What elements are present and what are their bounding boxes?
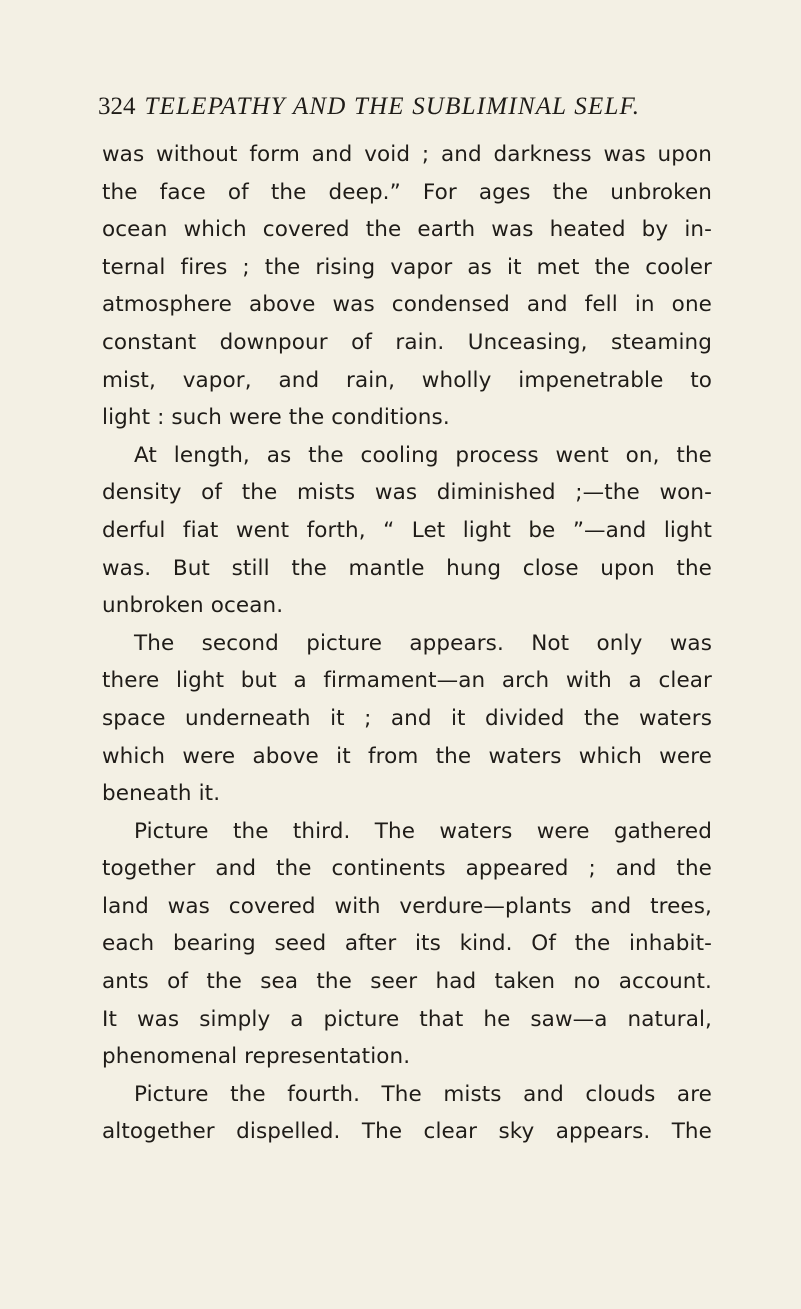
text-line: each bearing seed after its kind. Of the inhabit- bbox=[102, 931, 712, 957]
body-text bbox=[102, 136, 712, 1151]
text-line: which were above it from the waters which were bbox=[102, 743, 712, 769]
text-line: ants of the sea the seer had taken no account. bbox=[102, 969, 712, 995]
running-header bbox=[98, 92, 718, 122]
text-line: beneath it. bbox=[102, 781, 221, 807]
text-line: unbroken ocean. bbox=[102, 593, 284, 619]
text-line: together and the continents appeared ; and the bbox=[102, 856, 712, 882]
text-line: light : such were the conditions. bbox=[102, 405, 450, 431]
text-line: derful fiat went forth, “ Let light be ”—and light bbox=[102, 517, 712, 543]
text-line: The second picture appears. Not only was bbox=[134, 630, 712, 656]
text-line: the face of the deep.” For ages the unbroken bbox=[102, 179, 712, 205]
text-line: land was covered with verdure—plants and trees, bbox=[102, 893, 712, 919]
text-line: space underneath it ; and it divided the waters bbox=[102, 705, 712, 731]
text-line: atmosphere above was condensed and fell in one bbox=[102, 292, 712, 318]
running-title: TELEPATHY AND THE SUBLIMINAL SELF. bbox=[144, 93, 641, 120]
text-line: phenomenal representation. bbox=[102, 1044, 411, 1070]
text-line: ternal fires ; the rising vapor as it met the cooler bbox=[102, 254, 712, 280]
text-line: mist, vapor, and rain, wholly impenetrable to bbox=[102, 367, 712, 393]
text-line: Picture the fourth. The mists and clouds are bbox=[134, 1081, 712, 1107]
text-line: ocean which covered the earth was heated by in- bbox=[102, 217, 712, 243]
text-line: altogether dispelled. The clear sky appears. The bbox=[102, 1119, 712, 1145]
text-line: At length, as the cooling process went on, the bbox=[134, 442, 712, 468]
page-number: 324 bbox=[98, 93, 136, 120]
text-line: constant downpour of rain. Unceasing, steaming bbox=[102, 329, 712, 355]
text-line: It was simply a picture that he saw—a natural, bbox=[102, 1006, 712, 1032]
text-line: density of the mists was diminished ;—the won- bbox=[102, 480, 712, 506]
text-line: was without form and void ; and darkness was upon bbox=[102, 142, 712, 167]
text-line: there light but a firmament—an arch with a clear bbox=[102, 668, 712, 694]
text-line: Picture the third. The waters were gathered bbox=[134, 818, 712, 844]
text-line: was. But still the mantle hung close upon the bbox=[102, 555, 712, 581]
